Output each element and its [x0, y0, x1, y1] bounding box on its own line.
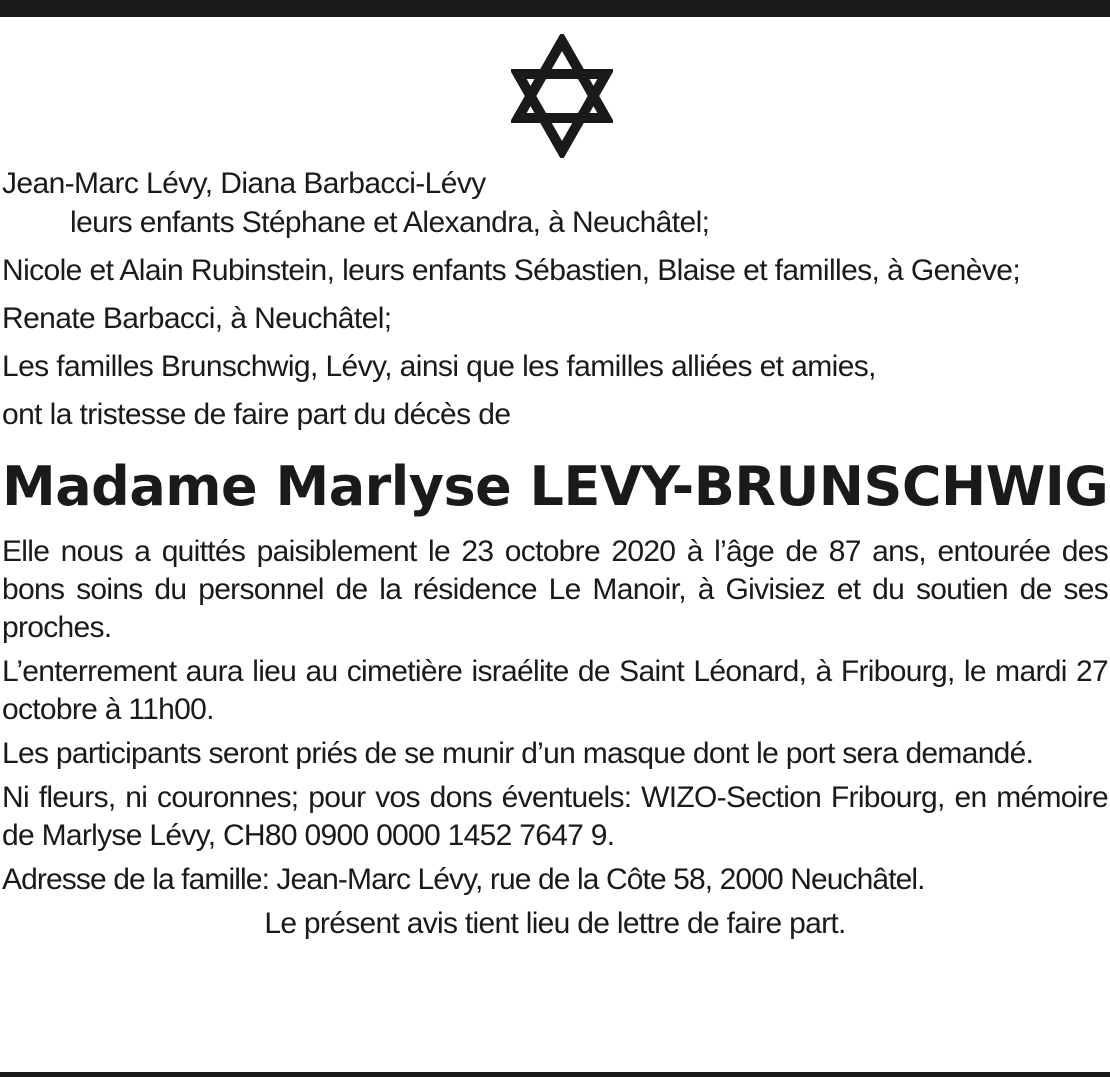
paragraph-burial: L’enterrement aura lieu au cimetière israélite de Saint Léonard, à Fribourg, le mardi 27 octobre à 11h00.	[2, 655, 1108, 726]
obituary-body	[2, 160, 1108, 943]
top-border-rule	[0, 0, 1110, 17]
family-line-1: Jean-Marc Lévy, Diana Barbacci-Lévy	[2, 167, 486, 200]
star-of-david-icon	[511, 34, 613, 158]
paragraph-donations: Ni fleurs, ni couronnes; pour vos dons éventuels: WIZO-Section Fribourg, en mémoire de Marlyse Lévy, CH80 0900 0000 1452 7647 9.	[2, 781, 1108, 852]
paragraph-masks: Les participants seront priés de se munir d’un masque dont le port sera demandé.	[2, 737, 1034, 770]
family-line-6: ont la tristesse de faire part du décès de	[2, 398, 511, 431]
family-line-3: Nicole et Alain Rubinstein, leurs enfants Sébastien, Blaise et familles, à Genève;	[2, 254, 1021, 287]
bottom-border-rule	[0, 1072, 1110, 1077]
deceased-name: Madame Marlyse LEVY-BRUNSCHWIG	[2, 455, 1109, 518]
family-address: Adresse de la famille: Jean-Marc Lévy, rue de la Côte 58, 2000 Neuchâtel.	[2, 863, 925, 896]
family-line-4: Renate Barbacci, à Neuchâtel;	[2, 302, 392, 335]
family-line-5: Les familles Brunschwig, Lévy, ainsi que les familles alliées et amies,	[2, 350, 876, 383]
paragraph-passing: Elle nous a quittés paisiblement le 23 octobre 2020 à l’âge de 87 ans, entourée des bons soins du personnel de la résidence Le Manoir, à Givisiez et du soutien de ses proches.	[2, 535, 1108, 644]
closing-line: Le présent avis tient lieu de lettre de faire part.	[264, 907, 846, 940]
family-line-2: leurs enfants Stéphane et Alexandra, à Neuchâtel;	[70, 206, 710, 239]
